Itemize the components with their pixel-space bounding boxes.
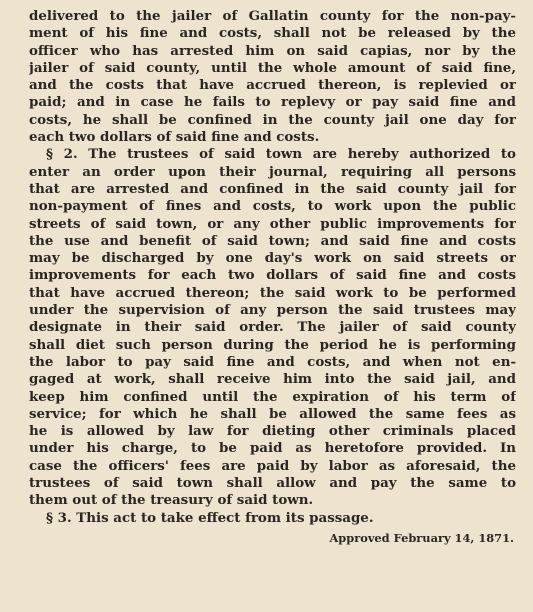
text-line-22: gaged at work, shall receive him into the said jail, and bbox=[29, 371, 516, 388]
text-line-12: non-payment of fines and costs, to work upon the public bbox=[29, 198, 516, 215]
text-line-29: them out of the treasury of said town. bbox=[29, 492, 314, 509]
text-line-11: that are arrested and confined in the said county jail for bbox=[29, 180, 516, 197]
text-line-24: service; for which he shall be allowed the same fees as bbox=[29, 405, 516, 422]
text-line-21: the labor to pay said fine and costs, and when not en- bbox=[29, 353, 516, 370]
text-line-4: jailer of said county, until the whole amount of said fine, bbox=[29, 59, 516, 76]
text-line-8: each two dollars of said fine and costs. bbox=[29, 129, 320, 146]
text-line-20: shall diet such person during the period he is performing bbox=[29, 336, 516, 353]
text-line-19: designate in their said order. The jailer of said county bbox=[29, 319, 516, 336]
text-line-27: case the officers' fees are paid by labor as aforesaid, the bbox=[29, 457, 516, 474]
text-line-14: the use and benefit of said town; and said fine and costs bbox=[29, 232, 516, 249]
text-line-5: and the costs that have accrued thereon, is replevied or bbox=[29, 77, 516, 94]
text-line-10: enter an order upon their journal, requiring all persons bbox=[29, 163, 516, 180]
text-line-2: ment of his fine and costs, shall not be released by the bbox=[29, 25, 516, 42]
text-line-23: keep him confined until the expiration of his term of bbox=[29, 388, 516, 405]
section-3-line: § 3. This act to take effect from its passage. bbox=[46, 509, 374, 526]
text-line-15: may be discharged by one day's work on said streets or bbox=[29, 250, 516, 267]
text-line-7: costs, he shall be confined in the county jail one day for bbox=[29, 111, 516, 128]
text-line-17: that have accrued thereon; the said work to be performed bbox=[29, 284, 516, 301]
text-line-18: under the supervision of any person the said trustees may bbox=[29, 302, 516, 319]
text-line-28: trustees of said town shall allow and pay the same to bbox=[29, 475, 516, 492]
text-line-1: delivered to the jailer of Gallatin county for the non-pay- bbox=[29, 8, 516, 24]
text-line-3: officer who has arrested him on said capias, nor by the bbox=[29, 42, 516, 59]
approved-date: Approved February 14, 1871. bbox=[329, 530, 514, 545]
section-2-heading-line: § 2. The trustees of said town are hereby authorized to bbox=[46, 146, 516, 163]
text-line-13: streets of said town, or any other public improvements for bbox=[29, 215, 516, 232]
text-line-16: improvements for each two dollars of said fine and costs bbox=[29, 267, 516, 284]
text-line-26: under his charge, to be paid as heretofore provided. In bbox=[29, 440, 516, 457]
text-line-25: he is allowed by law for dieting other criminals placed bbox=[29, 423, 516, 440]
text-line-6: paid; and in case he fails to replevy or pay said fine and bbox=[29, 94, 516, 111]
